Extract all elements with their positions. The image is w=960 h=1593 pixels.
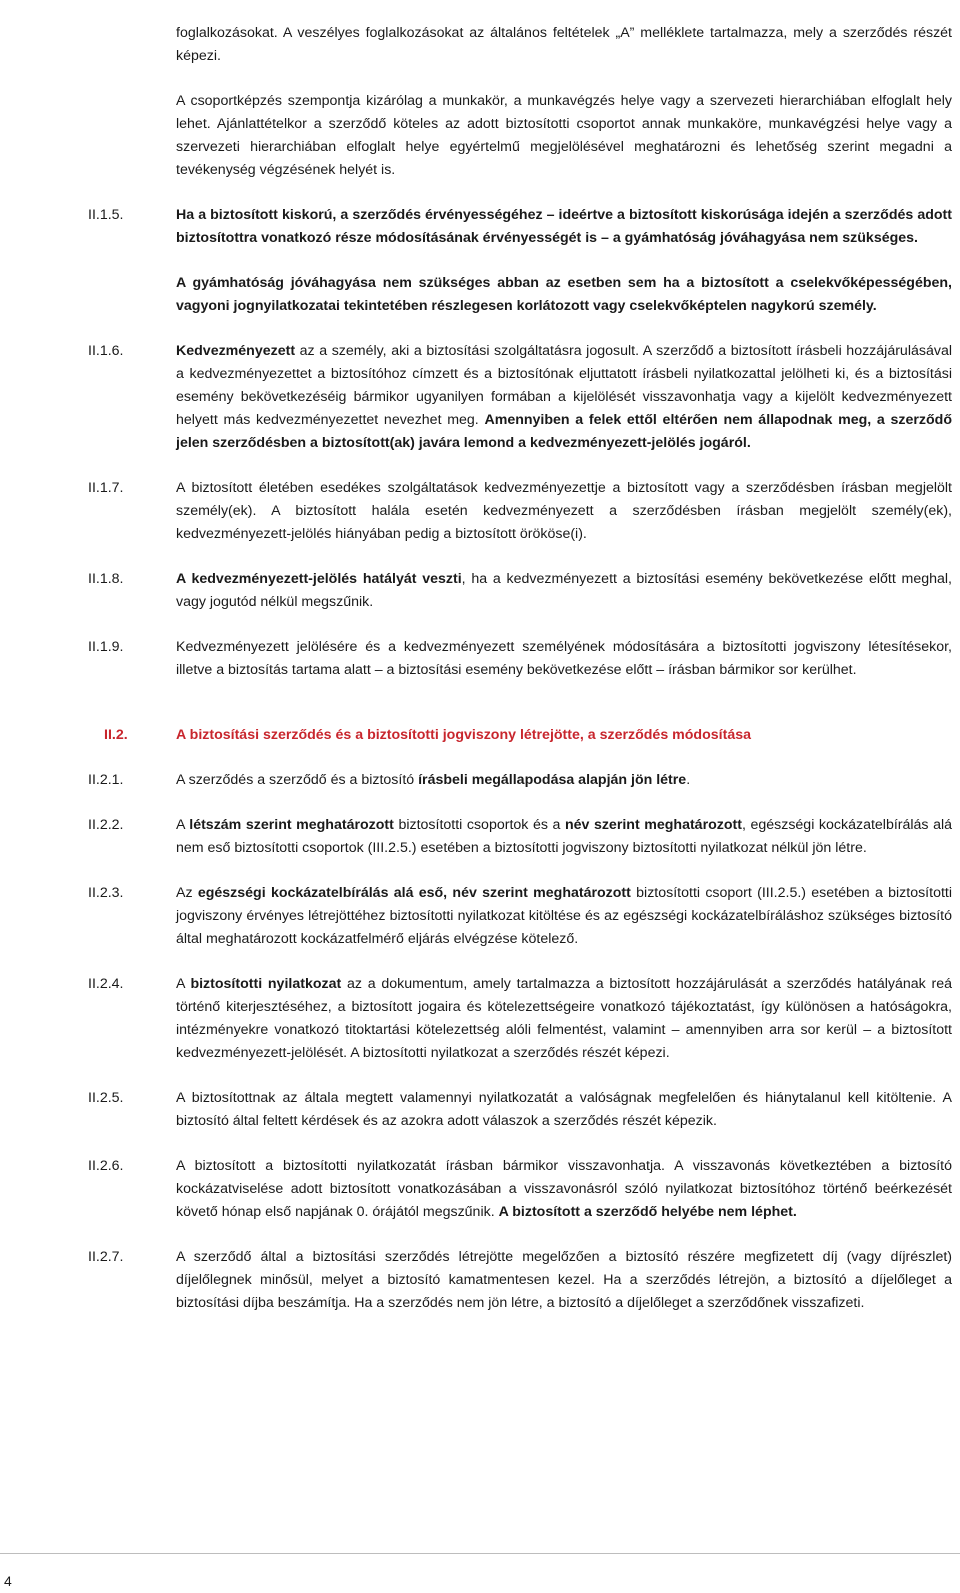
intro-paragraph-1: foglalkozásokat. A veszélyes foglalkozásokat az általános feltételek „A” melléklete tartalmazza, mely a szerződés részét képezi. <box>176 25 952 64</box>
section-II-1-9 <box>0 636 960 682</box>
paragraph: Kedvezményezett jelölésére és a kedvezményezett személyének módosítására a biztosítotti jogviszony létesítésekor, illetve a biztosítás tartama alatt – a biztosítási esemény bekövetkezése előtt – írásban bármikor sor kerülhet. <box>176 639 952 678</box>
section-number: II.1.7. <box>88 480 124 496</box>
section-number: II.1.5. <box>88 207 124 223</box>
section-title: A biztosítási szerződés és a biztosítotti jogviszony létrejötte, a szerződés módosítása <box>176 727 751 743</box>
section-number: II.1.8. <box>88 571 124 587</box>
paragraph: A biztosítotti nyilatkozat az a dokumentum, amely tartalmazza a biztosított hozzájárulását a szerződés hatályának reá történő kiterjesztéséhez, a biztosított jogaira és kötelezettségeire vonatkozó tájékoztatást, így különösen a hatóságokra, intézményekre vonatkozó titoktartási kötelezettség alóli felmentést, valamint – amennyiben arra sor kerül – a biztosított kedvezményezett-jelölését. A biztosítotti nyilatkozat a szerződés részét képezi. <box>176 976 952 1061</box>
section-II-2-3 <box>0 882 960 951</box>
page-number: 4 <box>4 1573 12 1589</box>
section-II-2-7 <box>0 1246 960 1315</box>
paragraph: A szerződés a szerződő és a biztosító írásbeli megállapodása alapján jön létre. <box>176 772 691 788</box>
section-II-2-5 <box>0 1087 960 1133</box>
document-page <box>0 22 960 1337</box>
paragraph: A szerződő által a biztosítási szerződés létrejötte megelőzően a biztosító részére megfizetett díj (vagy díjrészlet) díjelőlegnek minősül, melyet a biztosító kamatmentesen kezel. Ha a szerződés létrejön, a biztosító a díjelőleget a biztosítási díjba beszámítja. Ha a szerződés nem jön létre, a biztosító a díjelőleget a szerződőnek visszafizeti. <box>176 1249 952 1311</box>
footer-divider <box>0 1553 960 1554</box>
section-number: II.2.4. <box>88 976 124 992</box>
section-II-2-6 <box>0 1155 960 1224</box>
section-II-1-6 <box>0 340 960 455</box>
section-number: II.2. <box>104 727 128 743</box>
section-number: II.1.9. <box>88 639 124 655</box>
paragraph: Ha a biztosított kiskorú, a szerződés érvényességéhez – ideértve a biztosított kiskorúsága idején a szerződés adott biztosítottra vonatkozó része módosításának érvényességét is – a gyámhatóság jóváhagyása nem szükséges. <box>176 207 952 246</box>
intro-block <box>0 22 960 182</box>
paragraph: A biztosított a biztosítotti nyilatkozatát írásban bármikor visszavonhatja. A visszavonás következtében a biztosító kockázatviselése adott biztosított vonatkozásában a visszavonásról szóló nyilatkozat biztosítóhoz történő beérkezését követő hónap első napjának 0. órájától megszűnik. A biztosított a szerződő helyébe nem léphet. <box>176 1158 952 1220</box>
section-II-2-4 <box>0 973 960 1065</box>
paragraph: A gyámhatóság jóváhagyása nem szükséges abban az esetben sem ha a biztosított a cselekvőképességében, vagyoni jognyilatkozatai tekintetében részlegesen korlátozott vagy cselekvőképtelen nagykorú személy. <box>176 275 952 314</box>
section-number: II.1.6. <box>88 343 124 359</box>
section-number: II.2.5. <box>88 1090 124 1106</box>
section-number: II.2.1. <box>88 772 124 788</box>
section-II-1-8 <box>0 568 960 614</box>
section-number: II.2.7. <box>88 1249 124 1265</box>
section-number: II.2.6. <box>88 1158 124 1174</box>
intro-paragraph-2: A csoportképzés szempontja kizárólag a munkakör, a munkavégzés helye vagy a szervezeti hierarchiában elfoglalt hely lehet. Ajánlattételkor a szerződő köteles az adott biztosítotti csoportot annak munkaköre, munkavégzési helye vagy a szervezeti hierarchiában elfoglalt helye egyértelmű megjelölésével meghatározni és lehetőség szerint megadni a tevékenység végzésének helyét is. <box>176 93 952 178</box>
paragraph: A létszám szerint meghatározott biztosítotti csoportok és a név szerint meghatározott, egészségi kockázatelbírálás alá nem eső biztosítotti csoportok (III.2.5.) esetében a biztosítotti jogviszony biztosítotti nyilatkozat nélkül jön létre. <box>176 817 953 856</box>
paragraph: Kedvezményezett az a személy, aki a biztosítási szolgáltatásra jogosult. A szerződő a biztosított írásbeli hozzájárulásával a kedvezményezettet a biztosítóhoz címzett és a biztosítónak eljuttatott írásbeli nyilatkozattal jelölheti ki, és a biztosítási esemény bekövetkezéséig bármikor ugyanilyen formában a kijelölését visszavonhatja vagy a kijelölt kedvezményezett helyett más kedvezményezettet nevezhet meg. Amennyiben a felek ettől eltérően nem állapodnak meg, a szerződő jelen szerződésben a biztosított(ak) javára lemond a kedvezményezett-jelölés jogáról. <box>176 343 952 451</box>
paragraph: A biztosított életében esedékes szolgáltatások kedvezményezettje a biztosított vagy a szerződésben írásban megjelölt személy(ek). A biztosított halála esetén kedvezményezett a szerződésben írásban megjelölt személy(ek), kedvezményezett-jelölés hiányában pedig a biztosított örököse(i). <box>176 480 952 542</box>
section-II-1-7 <box>0 477 960 546</box>
paragraph: A biztosítottnak az általa megtett valamennyi nyilatkozatát a valóságnak megfelelően és hiánytalanul kell kitöltenie. A biztosító által feltett kérdések és az azokra adott válaszok a szerződés részét képezik. <box>176 1090 952 1129</box>
section-number: II.2.2. <box>88 817 124 833</box>
paragraph: A kedvezményezett-jelölés hatályát veszti, ha a kedvezményezett a biztosítási esemény bekövetkezése előtt meghal, vagy jogutód nélkül megszűnik. <box>176 571 952 610</box>
section-II-1-5 <box>0 204 960 318</box>
paragraph: Az egészségi kockázatelbírálás alá eső, név szerint meghatározott biztosítotti csoport (III.2.5.) esetében a biztosítotti jogviszony érvényes létrejöttéhez biztosítotti nyilatkozat kitöltése és az egészségi kockázatelbíráláshoz szükséges biztosító által meghatározott kockázatfelmérő eljárás elvégzése kötelező. <box>176 885 952 947</box>
section-II-2-2 <box>0 814 960 860</box>
section-II-2-heading <box>0 724 960 747</box>
section-II-2-1 <box>0 769 960 792</box>
section-number: II.2.3. <box>88 885 124 901</box>
